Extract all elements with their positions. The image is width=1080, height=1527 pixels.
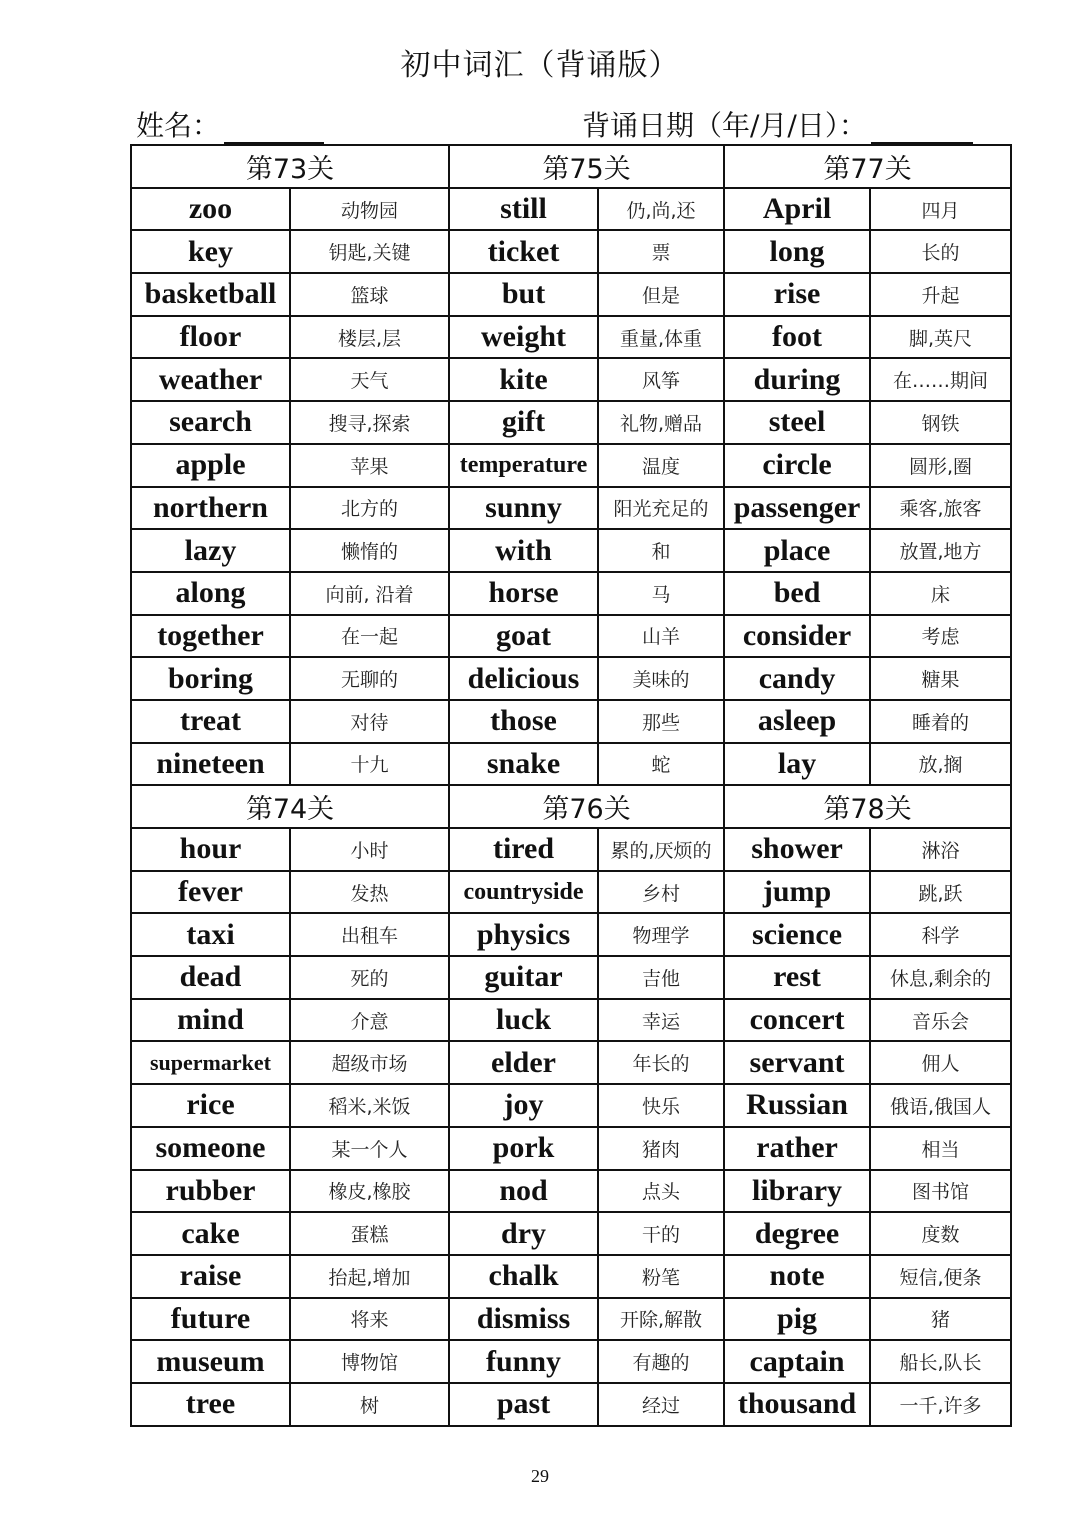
- english-word: cake: [131, 1212, 290, 1255]
- english-word: consider: [724, 615, 870, 658]
- chinese-meaning: 礼物,赠品: [598, 401, 724, 444]
- chinese-meaning: 蛋糕: [290, 1212, 449, 1255]
- english-word: floor: [131, 316, 290, 359]
- english-word: snake: [449, 743, 598, 786]
- chinese-meaning: 天气: [290, 358, 449, 401]
- english-word: dry: [449, 1212, 598, 1255]
- english-word: still: [449, 188, 598, 231]
- chinese-meaning: 休息,剩余的: [870, 956, 1011, 999]
- table-row: [131, 913, 1011, 956]
- english-word: mind: [131, 999, 290, 1042]
- english-word: temperature: [449, 444, 598, 487]
- chinese-meaning: 乡村: [598, 871, 724, 914]
- table-row: [131, 572, 1011, 615]
- english-word: someone: [131, 1127, 290, 1170]
- english-word: rise: [724, 273, 870, 316]
- english-word: library: [724, 1170, 870, 1213]
- chinese-meaning: 短信,便条: [870, 1255, 1011, 1298]
- table-row: [131, 1084, 1011, 1127]
- chinese-meaning: 在一起: [290, 615, 449, 658]
- english-word: luck: [449, 999, 598, 1042]
- chinese-meaning: 脚,英尺: [870, 316, 1011, 359]
- english-word: tree: [131, 1383, 290, 1426]
- chinese-meaning: 温度: [598, 444, 724, 487]
- chinese-meaning: 四月: [870, 188, 1011, 231]
- english-word: goat: [449, 615, 598, 658]
- english-word: rice: [131, 1084, 290, 1127]
- chinese-meaning: 快乐: [598, 1084, 724, 1127]
- chinese-meaning: 小时: [290, 828, 449, 871]
- chinese-meaning: 北方的: [290, 487, 449, 530]
- english-word: hour: [131, 828, 290, 871]
- chinese-meaning: 开除,解散: [598, 1298, 724, 1341]
- chinese-meaning: 物理学: [598, 913, 724, 956]
- table-row: [131, 358, 1011, 401]
- chinese-meaning: 钥匙,关键: [290, 230, 449, 273]
- chinese-meaning: 科学: [870, 913, 1011, 956]
- english-word: captain: [724, 1340, 870, 1383]
- chinese-meaning: 累的,厌烦的: [598, 828, 724, 871]
- english-word: jump: [724, 871, 870, 914]
- chinese-meaning: 点头: [598, 1170, 724, 1213]
- chinese-meaning: 糖果: [870, 657, 1011, 700]
- chinese-meaning: 音乐会: [870, 999, 1011, 1042]
- chinese-meaning: 和: [598, 529, 724, 572]
- english-word: together: [131, 615, 290, 658]
- english-word: supermarket: [131, 1041, 290, 1084]
- chinese-meaning: 但是: [598, 273, 724, 316]
- chinese-meaning: 介意: [290, 999, 449, 1042]
- chinese-meaning: 票: [598, 230, 724, 273]
- english-word: degree: [724, 1212, 870, 1255]
- chinese-meaning: 吉他: [598, 956, 724, 999]
- table-row: [131, 1255, 1011, 1298]
- chinese-meaning: 升起: [870, 273, 1011, 316]
- chinese-meaning: 风筝: [598, 358, 724, 401]
- english-word: elder: [449, 1041, 598, 1084]
- chinese-meaning: 十九: [290, 743, 449, 786]
- chinese-meaning: 干的: [598, 1212, 724, 1255]
- chinese-meaning: 稻米,米饭: [290, 1084, 449, 1127]
- english-word: weight: [449, 316, 598, 359]
- english-word: dead: [131, 956, 290, 999]
- level-header: 第74关: [131, 785, 449, 828]
- chinese-meaning: 某一个人: [290, 1127, 449, 1170]
- english-word: science: [724, 913, 870, 956]
- chinese-meaning: 博物馆: [290, 1340, 449, 1383]
- english-word: future: [131, 1298, 290, 1341]
- english-word: long: [724, 230, 870, 273]
- english-word: countryside: [449, 871, 598, 914]
- page-title: 初中词汇（背诵版）: [400, 48, 680, 83]
- english-word: delicious: [449, 657, 598, 700]
- chinese-meaning: 幸运: [598, 999, 724, 1042]
- english-word: lay: [724, 743, 870, 786]
- english-word: rather: [724, 1127, 870, 1170]
- english-word: zoo: [131, 188, 290, 231]
- chinese-meaning: 对待: [290, 700, 449, 743]
- name-field[interactable]: [136, 104, 324, 144]
- english-word: raise: [131, 1255, 290, 1298]
- level-header: 第76关: [449, 785, 724, 828]
- chinese-meaning: 向前, 沿着: [290, 572, 449, 615]
- english-word: treat: [131, 700, 290, 743]
- chinese-meaning: 佣人: [870, 1041, 1011, 1084]
- table-row: [131, 1298, 1011, 1341]
- english-word: with: [449, 529, 598, 572]
- english-word: place: [724, 529, 870, 572]
- level-header-row: [131, 145, 1011, 188]
- english-word: weather: [131, 358, 290, 401]
- english-word: kite: [449, 358, 598, 401]
- chinese-meaning: 猪肉: [598, 1127, 724, 1170]
- date-field[interactable]: [582, 104, 973, 144]
- english-word: chalk: [449, 1255, 598, 1298]
- chinese-meaning: 乘客,旅客: [870, 487, 1011, 530]
- chinese-meaning: 长的: [870, 230, 1011, 273]
- english-word: horse: [449, 572, 598, 615]
- english-word: circle: [724, 444, 870, 487]
- chinese-meaning: 苹果: [290, 444, 449, 487]
- date-blank[interactable]: [871, 116, 973, 144]
- english-word: passenger: [724, 487, 870, 530]
- chinese-meaning: 出租车: [290, 913, 449, 956]
- english-word: during: [724, 358, 870, 401]
- table-row: [131, 657, 1011, 700]
- table-row: [131, 743, 1011, 786]
- chinese-meaning: 船长,队长: [870, 1340, 1011, 1383]
- chinese-meaning: 重量,体重: [598, 316, 724, 359]
- english-word: nod: [449, 1170, 598, 1213]
- chinese-meaning: 将来: [290, 1298, 449, 1341]
- table-row: [131, 529, 1011, 572]
- level-header: 第75关: [449, 145, 724, 188]
- english-word: basketball: [131, 273, 290, 316]
- chinese-meaning: 钢铁: [870, 401, 1011, 444]
- chinese-meaning: 美味的: [598, 657, 724, 700]
- chinese-meaning: 相当: [870, 1127, 1011, 1170]
- table-row: [131, 316, 1011, 359]
- date-label: 背诵日期（年/月/日）：: [582, 109, 867, 142]
- english-word: search: [131, 401, 290, 444]
- chinese-meaning: 懒惰的: [290, 529, 449, 572]
- english-word: key: [131, 230, 290, 273]
- english-word: shower: [724, 828, 870, 871]
- english-word: tired: [449, 828, 598, 871]
- chinese-meaning: 马: [598, 572, 724, 615]
- english-word: along: [131, 572, 290, 615]
- chinese-meaning: 经过: [598, 1383, 724, 1426]
- chinese-meaning: 树: [290, 1383, 449, 1426]
- english-word: taxi: [131, 913, 290, 956]
- english-word: nineteen: [131, 743, 290, 786]
- english-word: concert: [724, 999, 870, 1042]
- chinese-meaning: 俄语,俄国人: [870, 1084, 1011, 1127]
- english-word: rest: [724, 956, 870, 999]
- chinese-meaning: 抬起,增加: [290, 1255, 449, 1298]
- chinese-meaning: 猪: [870, 1298, 1011, 1341]
- table-row: [131, 1041, 1011, 1084]
- table-row: [131, 871, 1011, 914]
- english-word: gift: [449, 401, 598, 444]
- english-word: foot: [724, 316, 870, 359]
- english-word: Russian: [724, 1084, 870, 1127]
- chinese-meaning: 年长的: [598, 1041, 724, 1084]
- table-row: [131, 444, 1011, 487]
- table-row: [131, 273, 1011, 316]
- chinese-meaning: 篮球: [290, 273, 449, 316]
- table-row: [131, 999, 1011, 1042]
- chinese-meaning: 动物园: [290, 188, 449, 231]
- chinese-meaning: 死的: [290, 956, 449, 999]
- english-word: pig: [724, 1298, 870, 1341]
- english-word: April: [724, 188, 870, 231]
- english-word: lazy: [131, 529, 290, 572]
- chinese-meaning: 有趣的: [598, 1340, 724, 1383]
- english-word: those: [449, 700, 598, 743]
- table-row: [131, 1212, 1011, 1255]
- english-word: boring: [131, 657, 290, 700]
- chinese-meaning: 阳光充足的: [598, 487, 724, 530]
- english-word: candy: [724, 657, 870, 700]
- english-word: past: [449, 1383, 598, 1426]
- english-word: thousand: [724, 1383, 870, 1426]
- english-word: asleep: [724, 700, 870, 743]
- english-word: bed: [724, 572, 870, 615]
- chinese-meaning: 那些: [598, 700, 724, 743]
- level-header: 第73关: [131, 145, 449, 188]
- chinese-meaning: 图书馆: [870, 1170, 1011, 1213]
- english-word: pork: [449, 1127, 598, 1170]
- chinese-meaning: 考虑: [870, 615, 1011, 658]
- chinese-meaning: 床: [870, 572, 1011, 615]
- english-word: apple: [131, 444, 290, 487]
- english-word: sunny: [449, 487, 598, 530]
- chinese-meaning: 楼层,层: [290, 316, 449, 359]
- table-row: [131, 828, 1011, 871]
- name-label: 姓名：: [136, 109, 221, 142]
- chinese-meaning: 在……期间: [870, 358, 1011, 401]
- chinese-meaning: 放,搁: [870, 743, 1011, 786]
- english-word: funny: [449, 1340, 598, 1383]
- english-word: museum: [131, 1340, 290, 1383]
- english-word: steel: [724, 401, 870, 444]
- table-row: [131, 1170, 1011, 1213]
- chinese-meaning: 淋浴: [870, 828, 1011, 871]
- level-header-row: [131, 785, 1011, 828]
- chinese-meaning: 睡着的: [870, 700, 1011, 743]
- english-word: ticket: [449, 230, 598, 273]
- english-word: guitar: [449, 956, 598, 999]
- table-row: [131, 487, 1011, 530]
- chinese-meaning: 搜寻,探索: [290, 401, 449, 444]
- table-row: [131, 956, 1011, 999]
- english-word: rubber: [131, 1170, 290, 1213]
- chinese-meaning: 橡皮,橡胶: [290, 1170, 449, 1213]
- english-word: physics: [449, 913, 598, 956]
- name-blank[interactable]: [224, 116, 324, 144]
- chinese-meaning: 仍,尚,还: [598, 188, 724, 231]
- english-word: fever: [131, 871, 290, 914]
- english-word: joy: [449, 1084, 598, 1127]
- chinese-meaning: 一千,许多: [870, 1383, 1011, 1426]
- table-row: [131, 615, 1011, 658]
- chinese-meaning: 度数: [870, 1212, 1011, 1255]
- level-header: 第78关: [724, 785, 1011, 828]
- english-word: note: [724, 1255, 870, 1298]
- vocab-table: [130, 144, 1012, 1427]
- table-row: [131, 700, 1011, 743]
- table-row: [131, 1383, 1011, 1426]
- table-row: [131, 1127, 1011, 1170]
- table-row: [131, 230, 1011, 273]
- chinese-meaning: 发热: [290, 871, 449, 914]
- english-word: northern: [131, 487, 290, 530]
- table-row: [131, 1340, 1011, 1383]
- page-number: 29: [531, 1466, 549, 1486]
- english-word: dismiss: [449, 1298, 598, 1341]
- chinese-meaning: 无聊的: [290, 657, 449, 700]
- chinese-meaning: 跳,跃: [870, 871, 1011, 914]
- chinese-meaning: 圆形,圈: [870, 444, 1011, 487]
- level-header: 第77关: [724, 145, 1011, 188]
- table-row: [131, 401, 1011, 444]
- chinese-meaning: 放置,地方: [870, 529, 1011, 572]
- chinese-meaning: 山羊: [598, 615, 724, 658]
- english-word: servant: [724, 1041, 870, 1084]
- chinese-meaning: 蛇: [598, 743, 724, 786]
- chinese-meaning: 粉笔: [598, 1255, 724, 1298]
- english-word: but: [449, 273, 598, 316]
- table-row: [131, 188, 1011, 231]
- chinese-meaning: 超级市场: [290, 1041, 449, 1084]
